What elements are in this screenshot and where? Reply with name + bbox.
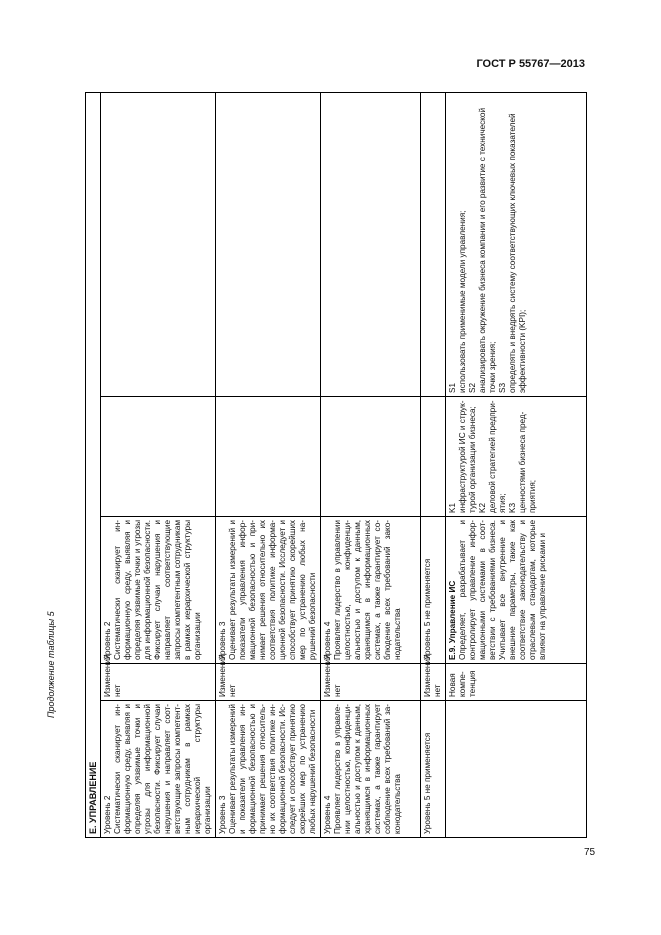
left-level: Уровень 4 <box>323 795 332 834</box>
section-title: Е. УПРАВЛЕНИЕ <box>86 92 101 837</box>
left-text: Оценивает результаты измерений и показатели управления информационной безопасностью и принимает решения относительно их соответствия политике информационной безопасности. Исследует и способствует принятию скорейших мер по устранению любых нарушений безопасности <box>228 704 317 834</box>
skills-cell <box>216 92 321 396</box>
table-row <box>321 92 421 837</box>
right-cell <box>321 517 421 664</box>
skills-cell <box>321 92 421 396</box>
knowledge-cell <box>421 397 446 517</box>
left-cell <box>321 701 421 838</box>
rotated-table-container <box>85 93 587 838</box>
change-cell: Изменений нет <box>216 664 321 701</box>
change-cell: Новая компетенция <box>446 664 587 701</box>
right-cell <box>216 517 321 664</box>
right-cell: Уровень 5 не применяется <box>421 517 446 664</box>
right-text: Проявляет лидерство в управлении целостностью, конфиденциальностью и доступом к данным, хранящимся в информационных системах, а также гарантирует соблюдение всех требований законодательства <box>333 520 402 660</box>
standard-number: ГОСТ Р 55767—2013 <box>476 58 585 70</box>
knowledge-cell <box>101 397 216 517</box>
table-row <box>216 92 321 837</box>
right-level: Уровень 2 <box>103 621 112 660</box>
knowledge-cell: K1 инфраструктурой ИС и структурой организации бизнеса; K2 деловой стратегией предприятия; K3 ценностями бизнеса предприятия; <box>446 397 587 517</box>
skills-cell <box>101 92 216 396</box>
table-row <box>421 92 446 837</box>
left-level: Уровень 3 <box>218 795 227 834</box>
table-row <box>101 92 216 837</box>
left-cell <box>216 701 321 838</box>
skills-cell: S1 использовать применимые модели управления; S2 анализировать окружение бизнеса компании и его развитие с технической точки зрения; S3 определять и внедрять систему соответствующих ключевых показателей эффективности (KPI); <box>446 92 587 396</box>
right-level: Е.9. Управление ИС <box>448 580 457 660</box>
right-text: Определяет, разрабатывает и контролирует управление информационными системами в соответствии с требованиями бизнеса. Учитывает все внутренние и внешние параметры, такие как соответствие законодательству и отраслевым стандартам, которые влияют на управление рисками и <box>458 520 547 660</box>
left-text: Проявляет лидерство в управлении целостностью, конфиденциальностью и доступом к данным, хранящимся в информационных системах, а также гарантирует соблюдение всех требований законодательства <box>333 704 402 834</box>
left-cell <box>446 701 587 838</box>
skills-cell <box>421 92 446 396</box>
left-text: Систематически сканирует информационную среду, выявляя и определяя уязвимые точки и угрозы для информационной безопасности. Фиксирует случаи нарушения и направляет соответствующие запросы компетентным сотрудникам в рамках иерархической структуры организации <box>113 704 212 834</box>
left-cell: Уровень 5 не применяется <box>421 701 446 838</box>
competence-table <box>85 92 587 838</box>
right-cell <box>446 517 587 664</box>
right-text: Оценивает результаты измерений и показатели управления информационной безопасностью и принимает решения относительно их соответствия политике информационной безопасности. Исследует и способствует принятию скорейших мер по устранению любых нарушений безопасности <box>228 520 317 660</box>
left-level: Уровень 2 <box>103 795 112 834</box>
left-cell <box>101 701 216 838</box>
knowledge-cell <box>321 397 421 517</box>
table-caption: Продолжение таблицы 5 <box>46 611 56 718</box>
page-number: 75 <box>584 847 596 858</box>
table-header-row <box>86 92 101 837</box>
change-cell: Изменений нет <box>321 664 421 701</box>
right-level: Уровень 3 <box>218 621 227 660</box>
right-level: Уровень 4 <box>323 621 332 660</box>
table-row <box>446 92 587 837</box>
knowledge-cell <box>216 397 321 517</box>
change-cell: Изменений нет <box>421 664 446 701</box>
right-text: Систематически сканирует информационную среду, выявляя и определяя уязвимые точки и угрозы для информационной безопасности. Фиксирует случаи нарушения и направляет соответствующие запросы компетентным сотрудникам в рамках иерархической структуры организации <box>113 520 202 660</box>
change-cell: Изменений нет <box>101 664 216 701</box>
right-cell <box>101 517 216 664</box>
